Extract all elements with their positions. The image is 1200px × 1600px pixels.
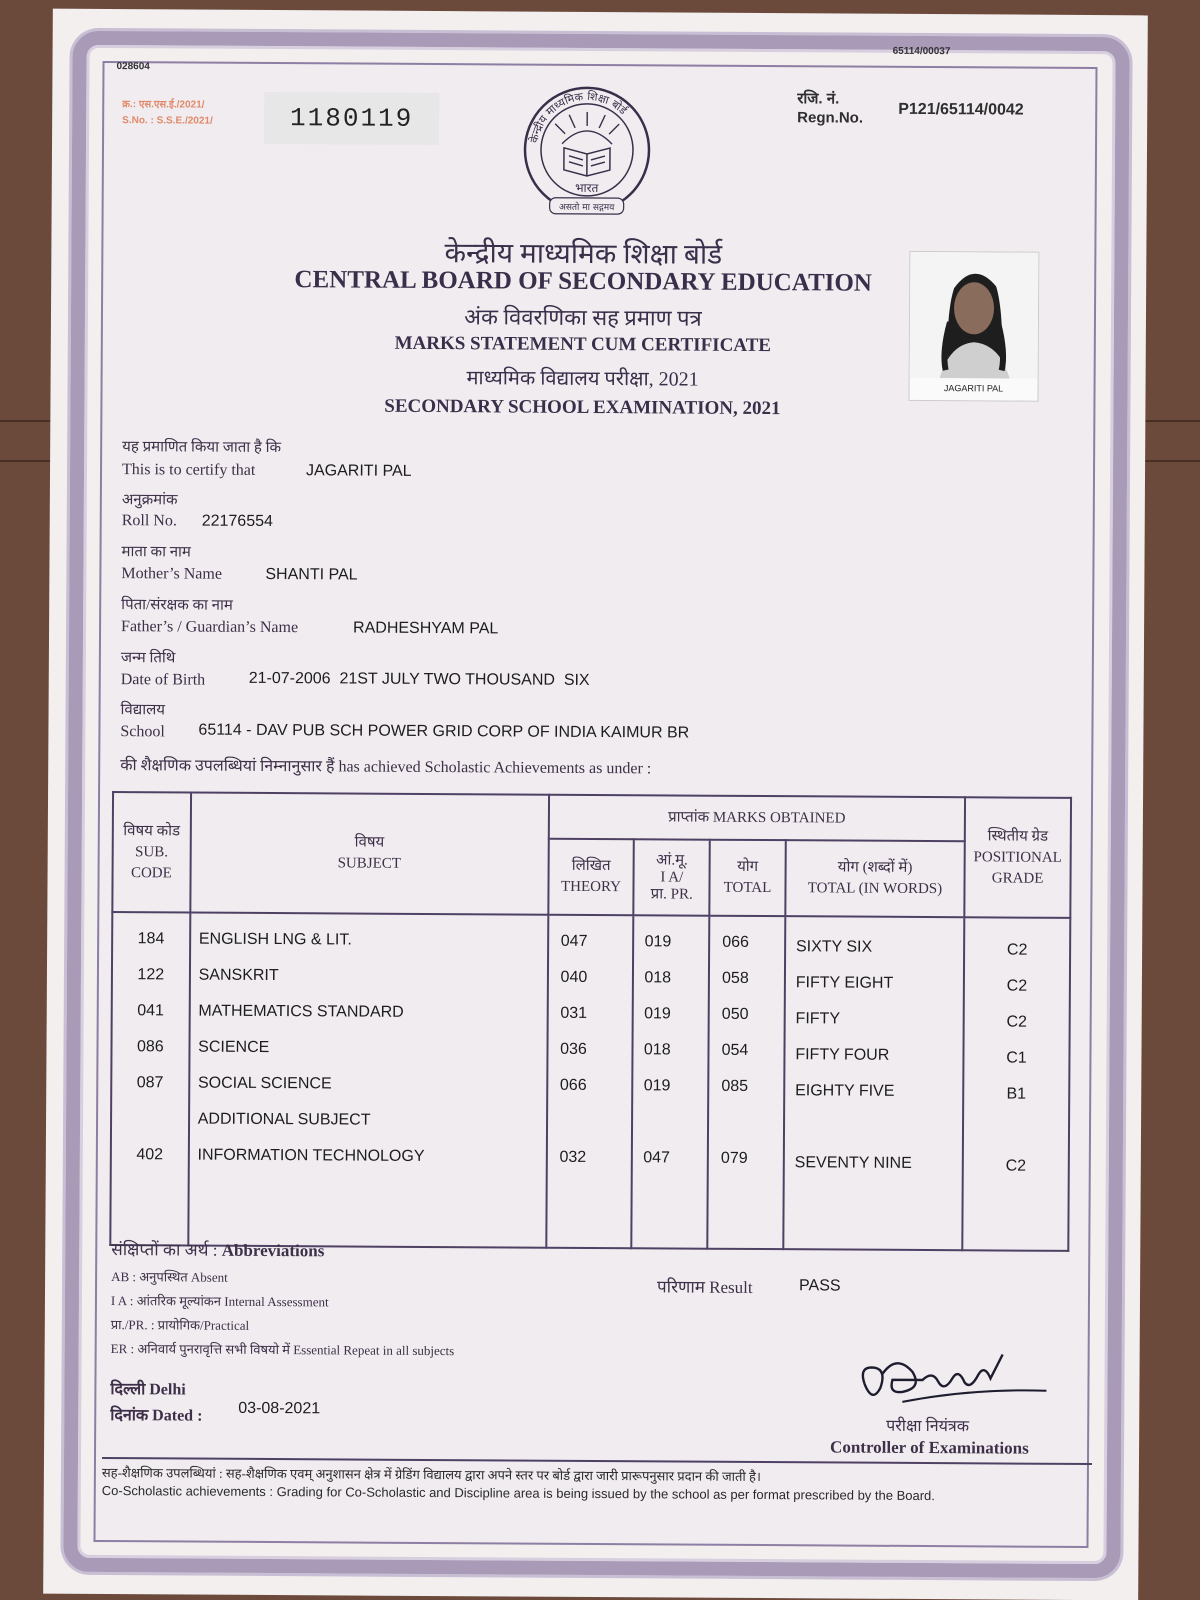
row-3-theory: 031 — [560, 1004, 588, 1022]
header-sub-code-1: SUB. — [135, 843, 169, 860]
sun-rays-icon — [555, 112, 619, 144]
exam-title: SECONDARY SCHOOL EXAMINATION, 2021 — [384, 395, 781, 420]
row-1-code: 184 — [137, 930, 165, 948]
father-name: RADHESHYAM PAL — [353, 619, 499, 638]
footer-hindi: सह-शैक्षणिक उपलब्धियां : सह-शैक्षणिक एवम् अनुशासन क्षेत्र में ग्रेडिंग विद्यालय द्वारा अपने स्तर पर बोर्ड द्वारा जारी प्रारूपनुसार प्रदान की जाती है। — [101, 1464, 761, 1485]
dob-label: Date of Birth — [120, 671, 206, 689]
dated-label — [110, 1403, 202, 1426]
date-of-birth: 21-07-2006 21ST JULY TWO THOUSAND SIX — [248, 669, 590, 689]
student-photo-icon — [910, 252, 1039, 379]
place-hindi: दिल्ली — [110, 1381, 146, 1399]
top-right-number: 65114/00037 — [892, 45, 951, 58]
header-subject — [190, 793, 549, 915]
row-5-theory: 066 — [559, 1076, 587, 1094]
abbreviations-title — [111, 1237, 324, 1261]
row-6-total: 079 — [720, 1149, 748, 1167]
student-photo — [908, 251, 1039, 402]
row-4-theory: 036 — [560, 1040, 587, 1058]
abbr-er: ER : अनिवार्य पुनरावृत्ति सभी विषयो में Essential Repeat in all subjects — [110, 1341, 455, 1359]
row-5-ia: 019 — [643, 1077, 671, 1095]
header-theory — [548, 839, 634, 916]
dated-hindi: दिनांक — [110, 1407, 149, 1425]
row-2-words: FIFTY EIGHT — [795, 974, 894, 992]
row-6-grade: C2 — [1005, 1157, 1027, 1175]
header-grade — [964, 797, 1071, 918]
header-total-words — [785, 840, 965, 917]
mother-name: SHANTI PAL — [265, 565, 358, 584]
emblem-motto: असतो मा सद्गमय — [558, 202, 615, 214]
row-4-subject: SCIENCE — [198, 1038, 270, 1057]
regn-label-en: Regn.No. — [797, 109, 864, 127]
dob-hindi: जन्म तिथि — [120, 650, 176, 667]
header-sub-code — [112, 792, 190, 912]
header-ia-pr: प्रा. PR. — [650, 885, 693, 903]
regn-label-hindi: रजि. नं. — [797, 90, 840, 108]
roll-label: Roll No. — [121, 512, 177, 530]
row-1-grade: C2 — [1006, 941, 1028, 959]
exam-title-hindi: माध्यमिक विद्यालय परीक्षा, 2021 — [466, 367, 699, 391]
header-marks-obtained — [548, 795, 965, 842]
col-ia — [632, 915, 710, 1248]
row-6-ia: 047 — [643, 1149, 671, 1167]
row-1-total: 066 — [722, 933, 750, 951]
row-2-ia: 018 — [644, 969, 672, 987]
row-5-subject: SOCIAL SCIENCE — [197, 1074, 332, 1093]
row-6-words: SEVENTY NINE — [794, 1154, 912, 1172]
serial-number: 1180119 — [264, 92, 439, 145]
header-total-hindi: योग — [737, 858, 759, 875]
row-2-subject: SANSKRIT — [198, 966, 279, 985]
header-sub-code-hindi: विषय कोड — [123, 822, 181, 839]
row-2-code: 122 — [137, 966, 165, 984]
row-1-words: SIXTY SIX — [795, 938, 873, 956]
top-left-number: 028604 — [116, 61, 150, 73]
row-5-words: EIGHTY FIVE — [795, 1082, 895, 1100]
row-5-grade: B1 — [1006, 1085, 1027, 1103]
emblem-mid-text: भारत — [575, 180, 599, 196]
result-label-hindi: परिणाम — [656, 1277, 705, 1297]
header-grade-hindi: स्थितीय ग्रेड — [987, 827, 1049, 845]
issue-date: 03-08-2021 — [238, 1399, 321, 1418]
header-theory-hindi: लिखित — [571, 857, 611, 875]
row-5-total: 085 — [721, 1077, 749, 1095]
col-total-words — [783, 916, 964, 1250]
col-subject — [188, 913, 548, 1248]
header-sub-code-2: CODE — [130, 864, 172, 881]
row-3-grade: C2 — [1006, 1013, 1027, 1031]
open-book-icon — [564, 148, 610, 176]
row-4-total: 054 — [721, 1041, 749, 1059]
row-1-ia: 019 — [644, 933, 672, 951]
col-theory — [546, 915, 634, 1249]
abbreviations-title-hindi: संक्षिप्तों का अर्थ : — [111, 1240, 218, 1260]
board-title: CENTRAL BOARD OF SECONDARY EDUCATION — [294, 266, 872, 297]
row-2-grade: C2 — [1006, 977, 1028, 995]
photo-caption: JAGARITI PAL — [943, 383, 1004, 394]
board-title-hindi: केन्द्रीय माध्यमिक शिक्षा बोर्ड — [444, 238, 723, 271]
header-marks-hindi: प्राप्तांक — [668, 808, 710, 826]
row-3-ia: 019 — [644, 1005, 671, 1023]
abbreviations-list — [111, 1265, 455, 1363]
school-label: School — [120, 723, 165, 741]
result-value: PASS — [799, 1277, 841, 1295]
header-marks-en: MARKS OBTAINED — [712, 809, 846, 827]
table-body — [110, 912, 1070, 1251]
abbr-ab: AB : अनुपस्थित Absent — [111, 1269, 228, 1285]
header-ia-en: I A/ — [660, 868, 684, 886]
row-6-theory: 032 — [559, 1148, 587, 1166]
row-4-words: FIFTY FOUR — [795, 1046, 890, 1064]
regn-number: P121/65114/0042 — [898, 100, 1024, 119]
marks-certificate — [43, 9, 1148, 1600]
header-grade-2: GRADE — [991, 869, 1044, 887]
certificate-title: MARKS STATEMENT CUM CERTIFICATE — [394, 332, 772, 357]
place — [110, 1377, 185, 1399]
row-3-total: 050 — [721, 1005, 749, 1023]
dated-en: Dated : — [152, 1407, 203, 1425]
result-label-en: Result — [709, 1277, 753, 1297]
mother-label: Mother’s Name — [121, 565, 223, 583]
row-4-ia: 018 — [643, 1041, 671, 1059]
father-hindi: पिता/संरक्षक का नाम — [121, 597, 233, 614]
place-en: Delhi — [149, 1381, 186, 1399]
father-label: Father’s / Guardian’s Name — [121, 618, 299, 637]
emblem-top-text: केन्द्रीय माध्यमिक शिक्षा बोर्ड — [527, 89, 630, 145]
additional-subject-label: ADDITIONAL SUBJECT — [197, 1110, 371, 1129]
table-header-row — [113, 792, 1071, 842]
row-3-words: FIFTY — [795, 1010, 841, 1028]
serial-label-hindi: क्र.: एस.एस.ई./2021/ — [122, 99, 205, 111]
row-4-grade: C1 — [1006, 1049, 1027, 1067]
header-grade-1: POSITIONAL — [973, 848, 1062, 866]
achievements-line — [120, 753, 651, 778]
abbreviations-title-en: Abbreviations — [221, 1240, 325, 1261]
abbr-pr: प्रा./PR. : प्रायोगिक/Practical — [110, 1317, 250, 1333]
achievements-hindi: की शैक्षणिक उपलब्धियां निम्नानुसार हैं — [120, 757, 335, 776]
serial-label — [122, 97, 213, 130]
row-1-theory: 047 — [560, 932, 588, 950]
row-1-subject: ENGLISH LNG & LIT. — [198, 930, 352, 949]
header-subject-hindi: विषय — [354, 834, 385, 851]
header-ia — [634, 839, 710, 915]
row-6-code: 402 — [136, 1146, 164, 1164]
header-total-words-en: TOTAL (IN WORDS) — [807, 880, 943, 898]
row-3-code: 041 — [137, 1002, 164, 1020]
signature-title: Controller of Examinations — [830, 1437, 1029, 1458]
header-ia-hindi: आं.मू. — [655, 851, 688, 869]
header-total-words-hindi: योग (शब्दों में) — [837, 859, 913, 876]
marks-table — [109, 791, 1072, 1252]
signature-title-hindi: परीक्षा नियंत्रक — [886, 1417, 970, 1436]
controller-signature-icon — [852, 1344, 1052, 1415]
achievements-en: has achieved Scholastic Achievements as under : — [338, 758, 652, 778]
school-name: 65114 - DAV PUB SCH POWER GRID CORP OF INDIA KAIMUR BR — [198, 721, 690, 742]
certify-hindi: यह प्रमाणित किया जाता है कि — [122, 439, 282, 457]
footer-english: Co-Scholastic achievements : Grading for Co-Scholastic and Discipline area is being issued by the school as per format prescribed by the Board. — [101, 1482, 935, 1504]
roll-number: 22176554 — [201, 512, 273, 531]
student-name: JAGARITI PAL — [305, 462, 412, 480]
school-hindi: विद्यालय — [120, 702, 166, 719]
regn-label — [797, 89, 863, 127]
header-subject-en: SUBJECT — [337, 855, 402, 872]
roll-hindi: अनुक्रमांक — [121, 492, 178, 509]
col-total — [707, 916, 785, 1249]
header-theory-en: THEORY — [560, 878, 622, 896]
abbr-ia: I A : आंतरिक मूल्यांकन Internal Assessment — [110, 1293, 329, 1310]
header-total — [709, 840, 785, 916]
row-3-subject: MATHEMATICS STANDARD — [198, 1002, 404, 1021]
serial-label-en: S.No. : S.S.E./2021/ — [122, 115, 213, 127]
result-label — [657, 1274, 753, 1298]
row-6-subject: INFORMATION TECHNOLOGY — [197, 1146, 425, 1165]
cbse-emblem — [520, 82, 655, 223]
row-2-total: 058 — [721, 969, 749, 987]
col-sub-code — [110, 912, 190, 1245]
mother-hindi: माता का नाम — [121, 544, 191, 561]
row-2-theory: 040 — [560, 968, 588, 986]
header-total-en: TOTAL — [723, 879, 772, 897]
certificate-title-hindi: अंक विवरणिका सह प्रमाण पत्र — [464, 304, 702, 331]
certify-label: This is to certify that — [121, 461, 256, 479]
row-4-code: 086 — [136, 1038, 164, 1056]
row-5-code: 087 — [136, 1074, 164, 1092]
col-grade — [962, 917, 1070, 1251]
